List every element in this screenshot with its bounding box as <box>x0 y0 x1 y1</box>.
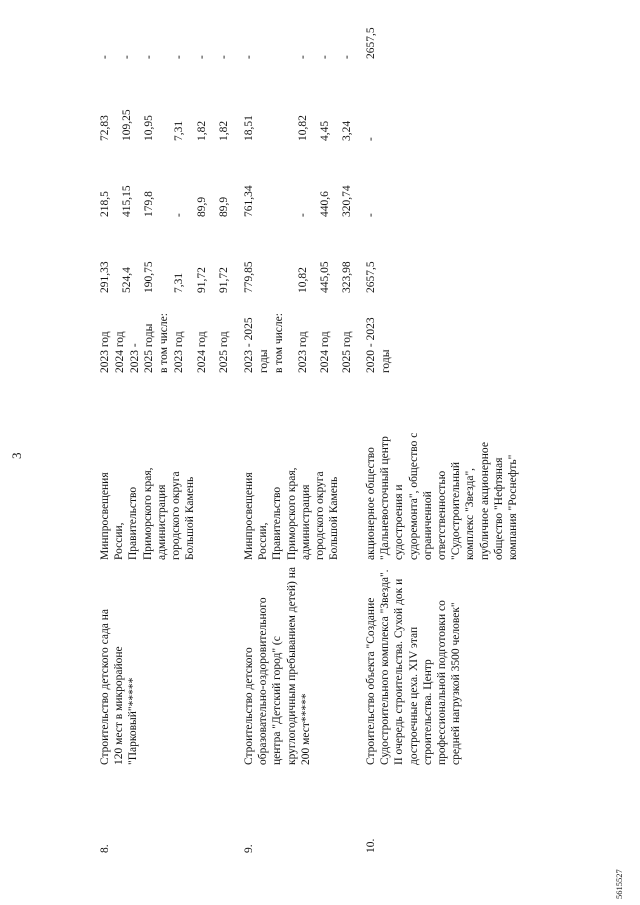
total-cell: 10,82 <box>297 267 309 293</box>
federal-cell: 89,9 <box>196 196 208 217</box>
total-cell: 445,05 <box>319 261 331 293</box>
page-number: 3 <box>9 452 24 459</box>
document-code: 5615527 <box>614 869 624 899</box>
customer: акционерное общество "Дальневосточный центр судостроения и судоремонта", общество с ограниченной ответственностью "Судостроительный комплекс "Звезда", публичное акционерное общество "Нефтяная компания "Роснефть" <box>365 432 520 560</box>
period-cell: 2023 год <box>173 331 185 373</box>
regional-cell: 10,95 <box>143 115 155 141</box>
federal-cell: - <box>297 213 309 217</box>
row-number: 9. <box>243 844 255 853</box>
object-name: Строительство объекта "Создание Судостроительного комплекса "Звезда". II очередь строительства. Сухой док и достроечные цеха. XIV этап строительства. Центр профессиональной подготовки со средней нагрузкой 3500 человек" <box>365 569 463 765</box>
period-cell: 2025 год <box>341 331 353 373</box>
regional-cell: 3,24 <box>341 120 353 141</box>
period-cell: 2020 - 2023 <box>365 317 377 373</box>
federal-cell: - <box>173 213 185 217</box>
period-cell: годы <box>258 349 270 373</box>
total-cell: 91,72 <box>196 267 208 293</box>
total-cell: 524,4 <box>121 267 133 293</box>
extra-cell: - <box>341 55 353 59</box>
federal-cell: 415,15 <box>121 185 133 217</box>
extra-cell: - <box>297 55 309 59</box>
extra-cell: - <box>143 55 155 59</box>
regional-cell: 18,51 <box>243 115 255 141</box>
object-name: Строительство детского образовательно-оздоровительного центра "Детский город" (с круглогодичным пребыванием детей) на 200 мест***** <box>243 567 312 765</box>
extra-cell: 2657,5 <box>365 27 377 59</box>
regional-cell: 1,82 <box>218 120 230 141</box>
customer: Минпросвещения России, Правительство Приморского края, администрация городского округа Большой Камень <box>99 467 197 560</box>
total-cell: 779,85 <box>243 261 255 293</box>
period-cell: 2024 год <box>196 331 208 373</box>
period-cell: 2024 год <box>319 331 331 373</box>
period-cell: 2023 год <box>297 331 309 373</box>
total-cell: 323,98 <box>341 261 353 293</box>
federal-cell: 179,8 <box>143 191 155 217</box>
federal-cell: 320,74 <box>341 185 353 217</box>
period-cell: годы <box>380 349 392 373</box>
regional-cell: 72,83 <box>99 115 111 141</box>
row-number: 8. <box>99 844 111 853</box>
period-cell: 2025 год <box>218 331 230 373</box>
period-cell: в том числе: <box>273 313 285 373</box>
regional-cell: 10,82 <box>297 115 309 141</box>
total-cell: 291,33 <box>99 261 111 293</box>
total-cell: 190,75 <box>143 261 155 293</box>
federal-cell: 89,9 <box>218 196 230 217</box>
federal-cell: 218,5 <box>99 191 111 217</box>
federal-cell: 440,6 <box>319 191 331 217</box>
period-cell: в том числе: <box>158 313 170 373</box>
extra-cell: - <box>243 55 255 59</box>
regional-cell: 1,82 <box>196 120 208 141</box>
extra-cell: - <box>99 55 111 59</box>
regional-cell: 109,25 <box>121 109 133 141</box>
extra-cell: - <box>319 55 331 59</box>
period-cell: 2023 год <box>99 331 111 373</box>
regional-cell: 7,31 <box>173 120 185 141</box>
total-cell: 2657,5 <box>365 261 377 293</box>
period-cell: 2024 год <box>114 331 126 373</box>
period-cell: 2023 - 2025 <box>243 317 255 373</box>
extra-cell: - <box>196 55 208 59</box>
regional-cell: 4,45 <box>319 120 331 141</box>
extra-cell: - <box>173 55 185 59</box>
period-cell: 2023 - <box>129 343 141 373</box>
federal-cell: 761,34 <box>243 185 255 217</box>
total-cell: 7,31 <box>173 272 185 293</box>
extra-cell: - <box>218 55 230 59</box>
total-cell: 91,72 <box>218 267 230 293</box>
regional-cell: - <box>365 137 377 141</box>
period-cell: 2025 годы <box>143 323 155 373</box>
row-number: 10. <box>365 838 377 853</box>
object-name: Строительство детского сада на 120 мест в микрорайоне "Парковый"***** <box>99 608 140 765</box>
extra-cell: - <box>121 55 133 59</box>
federal-cell: - <box>365 213 377 217</box>
customer: Минпросвещения России, Правительство Приморского края, администрация городского округа Большой Камень <box>243 467 341 560</box>
